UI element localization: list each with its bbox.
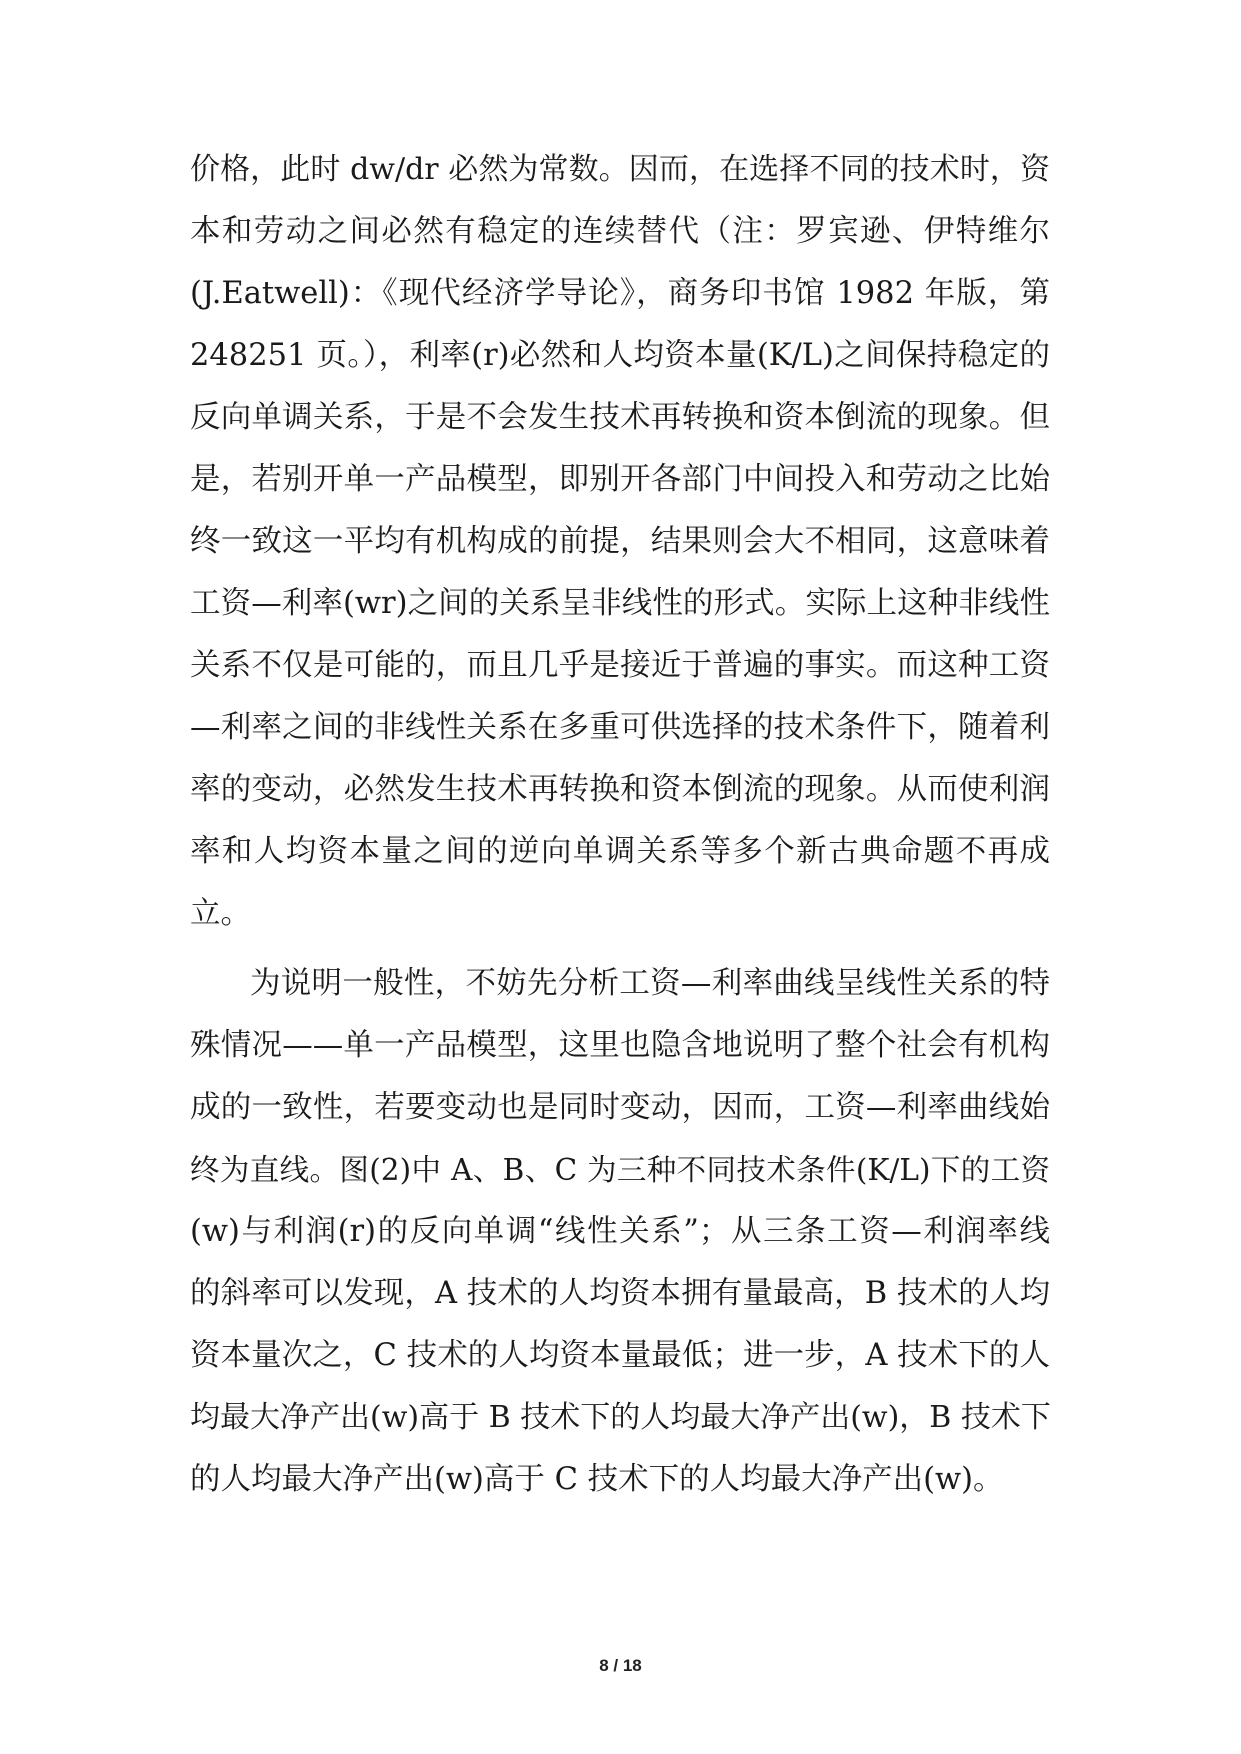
text-line: 立。 [190,896,251,931]
text-line: 资本量次之，C 技术的人均资本量最低；进一步，A 技术下的人 [190,1338,1050,1373]
text-line: 终为直线。图(2)中 A、B、C 为三种不同技术条件(K/L)下的工资 [190,1153,1050,1187]
text-line: 均最大净产出(w)高于 B 技术下的人均最大净产出(w)，B 技术下 [190,1400,1051,1435]
text-line: 成的一致性，若要变动也是同时变动，因而，工资—利率曲线始 [190,1090,1050,1125]
text-line: 本和劳动之间必然有稳定的连续替代（注：罗宾逊、伊特维尔 [190,214,1050,249]
text-line: 价格，此时 dw/dr 必然为常数。因而，在选择不同的技术时，资 [190,152,1050,187]
text-line: —利率之间的非线性关系在多重可供选择的技术条件下，随着利 [190,710,1050,745]
text-line: 终一致这一平均有机构成的前提，结果则会大不相同，这意味着 [190,524,1050,559]
text-line: 关系不仅是可能的，而且几乎是接近于普遍的事实。而这种工资 [190,648,1050,683]
text-line: 殊情况——单一产品模型，这里也隐含地说明了整个社会有机构 [190,1028,1050,1063]
text-line: 率的变动，必然发生技术再转换和资本倒流的现象。从而使利润 [190,772,1050,807]
text-line: 反向单调关系，于是不会发生技术再转换和资本倒流的现象。但 [190,400,1050,435]
text-line: (J.Eatwell)：《现代经济学导论》，商务印书馆 1982 年版，第 [190,276,1050,311]
page-number: 8 / 18 [599,1656,642,1675]
text-line: 是，若别开单一产品模型，即别开各部门中间投入和劳动之比始 [190,462,1050,497]
text-line: 248251 页。），利率(r)必然和人均资本量(K/L)之间保持稳定的 [190,338,1050,373]
text-line: 工资—利率(wr)之间的关系呈非线性的形式。实际上这种非线性 [190,586,1050,621]
text-line: (w)与利润(r)的反向单调“线性关系”；从三条工资—利润率线 [190,1214,1050,1249]
text-line: 为说明一般性，不妨先分析工资—利率曲线呈线性关系的特 [250,966,1050,1001]
text-line: 率和人均资本量之间的逆向单调关系等多个新古典命题不再成 [190,834,1050,869]
text-line: 的人均最大净产出(w)高于 C 技术下的人均最大净产出(w)。 [190,1462,1004,1497]
text-line: 的斜率可以发现，A 技术的人均资本拥有量最高，B 技术的人均 [190,1276,1050,1311]
